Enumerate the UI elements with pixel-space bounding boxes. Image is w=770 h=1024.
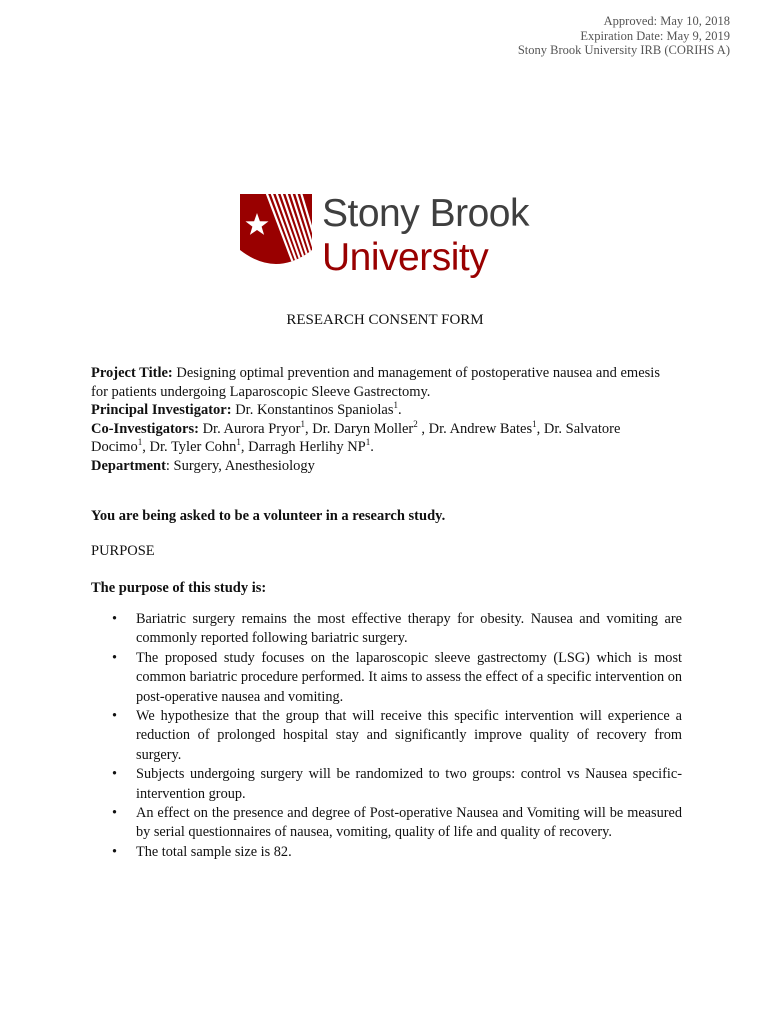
purpose-item-text: The proposed study focuses on the laparoscopic sleeve gastrectomy (LSG) which is most common bariatric procedure performed. It aims to assess the effect of a specific intervention on post-operative nausea and vomiting. [136,649,682,705]
purpose-item [112,804,682,843]
bullet-icon: • [112,611,118,627]
separator: , [536,420,544,437]
purpose-item-text: Bariatric surgery remains the most effective therapy for obesity. Nausea and vomiting are commonly reported following bariatric surgery. [136,611,682,647]
study-info [91,364,671,475]
principal-investigator-row [91,401,671,420]
separator: . [370,439,374,455]
bullet-icon: • [112,805,118,822]
volunteer-statement: You are being asked to be a volunteer in a research study. [91,508,446,524]
approval-date: Approved: May 10, 2018 [603,14,730,28]
department-value: : Surgery, Anesthesiology [165,457,315,474]
purpose-item-text: We hypothesize that the group that will receive this specific intervention will experience a reduction of prolonged hospital stay and significantly improve quality of recovery from surgery. [136,708,682,763]
project-title-label: Project Title: [91,365,173,381]
expiration-date: Expiration Date: May 9, 2019 [580,28,730,43]
purpose-heading: PURPOSE [91,543,155,559]
irb-approval-stamp [518,14,730,58]
purpose-lead: The purpose of this study is: [91,580,267,596]
separator: , [304,420,313,437]
bullet-icon: • [112,843,118,860]
department-label: Department [91,457,166,474]
purpose-item-text: Subjects undergoing surgery will be randomized to two groups: control vs Nausea specific-intervention group. [136,766,682,802]
project-title-value: Designing optimal prevention and management of postoperative nausea and emesis for patients undergoing Laparoscopic Sleeve Gastrectomy. [91,365,660,400]
affiliation-marker: 1 [532,418,537,429]
affiliation-marker: 1 [365,437,371,448]
project-title-row [91,364,671,401]
co-investigators-label: Co-Investigators: [91,420,199,437]
co-investigators-row [91,420,671,457]
principal-investigator-name: Dr. Konstantinos Spaniolas [235,402,394,418]
co-investigator-name: Dr. Daryn Moller [312,420,414,437]
affiliation-marker: 2 [413,418,418,429]
bullet-icon: • [112,649,118,666]
co-investigator-name: Dr. Salvatore Docimo [91,420,621,455]
purpose-list [112,610,682,862]
separator: , [240,439,249,455]
affiliation-marker: 1 [300,418,305,429]
department-row [91,457,671,476]
logo-stony-brook-text: Stony Brook [322,192,529,235]
bullet-icon: • [112,708,118,725]
principal-investigator-label: Principal Investigator: [91,402,232,418]
logo-university-text: University [322,236,489,279]
affiliation-marker: 1 [137,437,143,448]
form-title: RESEARCH CONSENT FORM [286,312,484,328]
purpose-item [112,649,682,707]
purpose-item [112,707,682,765]
purpose-item [112,765,682,804]
punctuation: . [397,402,402,418]
purpose-item-text: The total sample size is 82. [136,843,292,860]
co-investigator-name: Dr. Tyler Cohn [149,439,237,455]
stony-brook-logo [238,186,538,298]
co-investigator-name: Dr. Aurora Pryor [198,420,301,437]
bullet-icon: • [112,766,118,783]
co-investigator-name: Darragh Herlihy NP [248,439,366,455]
co-investigator-name: Dr. Andrew Bates [428,420,533,437]
shield-star-icon [238,186,314,274]
purpose-item [112,843,682,862]
separator: , [417,420,429,437]
affiliation-marker: 1 [393,400,398,411]
purpose-item-text: An effect on the presence and degree of Post-operative Nausea and Vomiting will be measured by serial questionnaires of nausea, vomiting, quality of life and quality of recovery. [136,805,682,841]
separator: , [142,439,150,455]
affiliation-marker: 1 [236,437,241,448]
purpose-item [112,610,682,649]
irb-name: Stony Brook University IRB (CORIHS A) [517,43,730,57]
